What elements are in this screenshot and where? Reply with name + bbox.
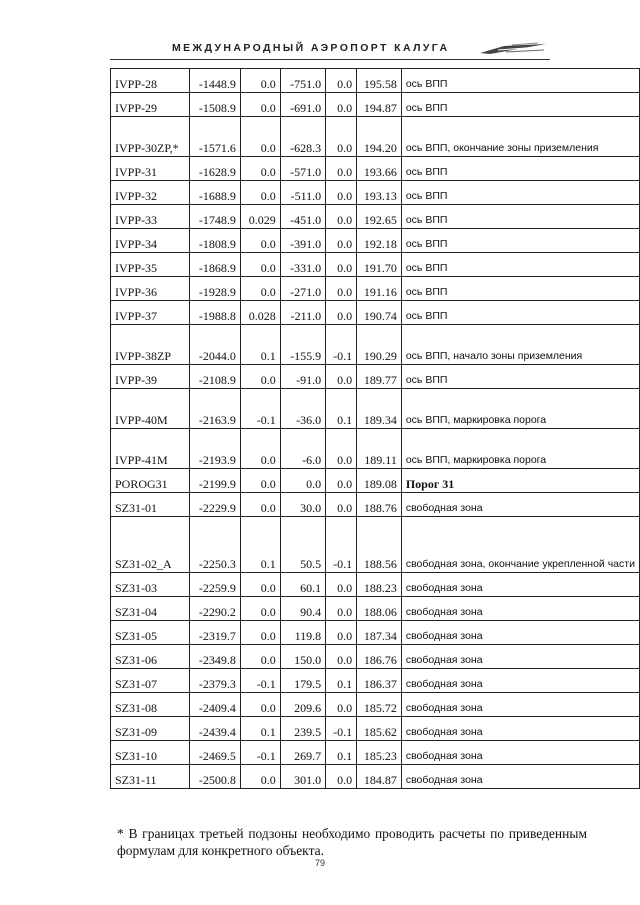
cell-x: -2290.2 bbox=[190, 597, 241, 621]
cell-elevation: 193.66 bbox=[357, 157, 402, 181]
cell-x: -2349.8 bbox=[190, 645, 241, 669]
cell-elevation: 188.76 bbox=[357, 493, 402, 517]
table-row bbox=[111, 69, 640, 93]
cell-h: 269.7 bbox=[280, 741, 325, 765]
cell-elevation: 184.87 bbox=[357, 765, 402, 789]
cell-d: 0.0 bbox=[326, 93, 357, 117]
table-row bbox=[111, 765, 640, 789]
cell-y: 0.0 bbox=[240, 157, 280, 181]
cell-point-id: IVPP-31 bbox=[111, 157, 190, 181]
cell-h: -751.0 bbox=[280, 69, 325, 93]
cell-d: 0.0 bbox=[326, 493, 357, 517]
cell-point-id: IVPP-39 bbox=[111, 365, 190, 389]
cell-d: 0.0 bbox=[326, 597, 357, 621]
cell-y: 0.0 bbox=[240, 573, 280, 597]
cell-x: -2163.9 bbox=[190, 389, 241, 429]
cell-x: -1508.9 bbox=[190, 93, 241, 117]
cell-point-id: SZ31-01 bbox=[111, 493, 190, 517]
table-row bbox=[111, 93, 640, 117]
cell-h: 301.0 bbox=[280, 765, 325, 789]
cell-x: -2319.7 bbox=[190, 621, 241, 645]
cell-description: Порог 31 bbox=[401, 469, 639, 493]
cell-d: 0.0 bbox=[326, 69, 357, 93]
cell-y: -0.1 bbox=[240, 669, 280, 693]
cell-point-id: IVPP-37 bbox=[111, 301, 190, 325]
cell-elevation: 191.70 bbox=[357, 253, 402, 277]
cell-description: ось ВПП bbox=[401, 301, 639, 325]
table-row bbox=[111, 389, 640, 429]
cell-d: 0.0 bbox=[326, 181, 357, 205]
cell-d: 0.0 bbox=[326, 573, 357, 597]
cell-h: 60.1 bbox=[280, 573, 325, 597]
cell-h: -211.0 bbox=[280, 301, 325, 325]
cell-point-id: IVPP-41M bbox=[111, 429, 190, 469]
footnote: * В границах третьей подзоны необходимо проводить расчеты по приведенным формулам для конкретного объекта. bbox=[117, 826, 587, 858]
cell-elevation: 185.62 bbox=[357, 717, 402, 741]
cell-y: 0.029 bbox=[240, 205, 280, 229]
cell-y: -0.1 bbox=[240, 389, 280, 429]
cell-description: ось ВПП bbox=[401, 253, 639, 277]
cell-y: 0.0 bbox=[240, 493, 280, 517]
cell-x: -2044.0 bbox=[190, 325, 241, 365]
cell-d: -0.1 bbox=[326, 325, 357, 365]
cell-elevation: 185.23 bbox=[357, 741, 402, 765]
cell-h: 119.8 bbox=[280, 621, 325, 645]
cell-y: 0.0 bbox=[240, 765, 280, 789]
cell-y: 0.0 bbox=[240, 429, 280, 469]
cell-description: свободная зона bbox=[401, 669, 639, 693]
cell-description: ось ВПП, маркировка порога bbox=[401, 429, 639, 469]
cell-point-id: IVPP-30ZP,* bbox=[111, 117, 190, 157]
cell-x: -1808.9 bbox=[190, 229, 241, 253]
page-number: 79 bbox=[314, 858, 325, 868]
cell-d: 0.0 bbox=[326, 157, 357, 181]
cell-y: 0.1 bbox=[240, 325, 280, 365]
cell-point-id: SZ31-03 bbox=[111, 573, 190, 597]
cell-description: свободная зона bbox=[401, 621, 639, 645]
cell-h: 90.4 bbox=[280, 597, 325, 621]
cell-h: -628.3 bbox=[280, 117, 325, 157]
cell-x: -1571.6 bbox=[190, 117, 241, 157]
cell-point-id: SZ31-10 bbox=[111, 741, 190, 765]
cell-description: ось ВПП bbox=[401, 157, 639, 181]
cell-d: 0.0 bbox=[326, 765, 357, 789]
cell-d: -0.1 bbox=[326, 717, 357, 741]
cell-x: -2409.4 bbox=[190, 693, 241, 717]
cell-description: свободная зона bbox=[401, 717, 639, 741]
cell-d: 0.0 bbox=[326, 469, 357, 493]
cell-description: ось ВПП bbox=[401, 277, 639, 301]
cell-h: -155.9 bbox=[280, 325, 325, 365]
cell-h: -331.0 bbox=[280, 253, 325, 277]
cell-elevation: 194.20 bbox=[357, 117, 402, 157]
table-row bbox=[111, 277, 640, 301]
cell-point-id: IVPP-34 bbox=[111, 229, 190, 253]
header-title: МЕЖДУНАРОДНЫЙ АЭРОПОРТ КАЛУГА bbox=[172, 42, 450, 54]
cell-d: 0.0 bbox=[326, 365, 357, 389]
cell-y: 0.0 bbox=[240, 93, 280, 117]
table-row bbox=[111, 301, 640, 325]
cell-d: 0.0 bbox=[326, 117, 357, 157]
table-row bbox=[111, 717, 640, 741]
cell-x: -1628.9 bbox=[190, 157, 241, 181]
table-row bbox=[111, 597, 640, 621]
cell-d: 0.0 bbox=[326, 277, 357, 301]
cell-point-id: IVPP-36 bbox=[111, 277, 190, 301]
cell-point-id: SZ31-08 bbox=[111, 693, 190, 717]
cell-description: ось ВПП, маркировка порога bbox=[401, 389, 639, 429]
airline-wing-logo-icon bbox=[478, 41, 548, 57]
cell-y: 0.0 bbox=[240, 117, 280, 157]
table-row bbox=[111, 669, 640, 693]
cell-d: 0.0 bbox=[326, 645, 357, 669]
cell-description: свободная зона bbox=[401, 573, 639, 597]
page-header bbox=[110, 40, 550, 62]
table-row bbox=[111, 205, 640, 229]
cell-x: -1928.9 bbox=[190, 277, 241, 301]
cell-x: -1868.9 bbox=[190, 253, 241, 277]
table-row bbox=[111, 517, 640, 573]
table-row bbox=[111, 365, 640, 389]
cell-point-id: IVPP-28 bbox=[111, 69, 190, 93]
coordinates-table bbox=[110, 68, 640, 789]
cell-h: 50.5 bbox=[280, 517, 325, 573]
cell-x: -1448.9 bbox=[190, 69, 241, 93]
cell-description: свободная зона bbox=[401, 645, 639, 669]
cell-x: -1988.8 bbox=[190, 301, 241, 325]
cell-d: 0.1 bbox=[326, 389, 357, 429]
cell-y: 0.028 bbox=[240, 301, 280, 325]
cell-h: 209.6 bbox=[280, 693, 325, 717]
cell-y: 0.1 bbox=[240, 517, 280, 573]
table-row bbox=[111, 229, 640, 253]
cell-y: 0.0 bbox=[240, 277, 280, 301]
cell-description: ось ВПП bbox=[401, 93, 639, 117]
cell-y: -0.1 bbox=[240, 741, 280, 765]
cell-h: -511.0 bbox=[280, 181, 325, 205]
cell-h: -451.0 bbox=[280, 205, 325, 229]
cell-h: -6.0 bbox=[280, 429, 325, 469]
cell-description: свободная зона bbox=[401, 741, 639, 765]
table-row bbox=[111, 645, 640, 669]
table-row bbox=[111, 253, 640, 277]
cell-d: 0.0 bbox=[326, 429, 357, 469]
cell-description: ось ВПП bbox=[401, 229, 639, 253]
table-row bbox=[111, 469, 640, 493]
cell-d: 0.1 bbox=[326, 741, 357, 765]
cell-description: ось ВПП bbox=[401, 205, 639, 229]
cell-x: -1748.9 bbox=[190, 205, 241, 229]
cell-y: 0.0 bbox=[240, 69, 280, 93]
cell-point-id: SZ31-02_A bbox=[111, 517, 190, 573]
table-row bbox=[111, 325, 640, 365]
cell-elevation: 192.18 bbox=[357, 229, 402, 253]
cell-y: 0.0 bbox=[240, 621, 280, 645]
cell-elevation: 195.58 bbox=[357, 69, 402, 93]
cell-point-id: SZ31-09 bbox=[111, 717, 190, 741]
cell-x: -2193.9 bbox=[190, 429, 241, 469]
table-row bbox=[111, 117, 640, 157]
cell-elevation: 189.34 bbox=[357, 389, 402, 429]
cell-description: ось ВПП, окончание зоны приземления bbox=[401, 117, 639, 157]
cell-point-id: IVPP-38ZP bbox=[111, 325, 190, 365]
cell-x: -2250.3 bbox=[190, 517, 241, 573]
cell-elevation: 188.06 bbox=[357, 597, 402, 621]
cell-point-id: IVPP-35 bbox=[111, 253, 190, 277]
cell-point-id: IVPP-40M bbox=[111, 389, 190, 429]
table-row bbox=[111, 621, 640, 645]
cell-elevation: 190.74 bbox=[357, 301, 402, 325]
cell-y: 0.0 bbox=[240, 645, 280, 669]
cell-description: свободная зона, окончание укрепленной части bbox=[401, 517, 639, 573]
cell-elevation: 188.56 bbox=[357, 517, 402, 573]
cell-description: свободная зона bbox=[401, 693, 639, 717]
cell-y: 0.0 bbox=[240, 229, 280, 253]
cell-elevation: 191.16 bbox=[357, 277, 402, 301]
cell-x: -2439.4 bbox=[190, 717, 241, 741]
table-row bbox=[111, 493, 640, 517]
cell-h: -91.0 bbox=[280, 365, 325, 389]
cell-y: 0.0 bbox=[240, 469, 280, 493]
cell-d: 0.1 bbox=[326, 669, 357, 693]
table-row bbox=[111, 157, 640, 181]
cell-point-id: SZ31-06 bbox=[111, 645, 190, 669]
cell-h: 30.0 bbox=[280, 493, 325, 517]
cell-x: -1688.9 bbox=[190, 181, 241, 205]
table-row bbox=[111, 741, 640, 765]
cell-y: 0.0 bbox=[240, 181, 280, 205]
cell-elevation: 194.87 bbox=[357, 93, 402, 117]
cell-d: 0.0 bbox=[326, 693, 357, 717]
table-row bbox=[111, 573, 640, 597]
cell-point-id: IVPP-32 bbox=[111, 181, 190, 205]
cell-description: свободная зона bbox=[401, 597, 639, 621]
cell-description: ось ВПП bbox=[401, 365, 639, 389]
cell-x: -2229.9 bbox=[190, 493, 241, 517]
cell-x: -2469.5 bbox=[190, 741, 241, 765]
cell-d: 0.0 bbox=[326, 301, 357, 325]
cell-x: -2259.9 bbox=[190, 573, 241, 597]
cell-y: 0.1 bbox=[240, 717, 280, 741]
cell-elevation: 186.76 bbox=[357, 645, 402, 669]
cell-point-id: SZ31-04 bbox=[111, 597, 190, 621]
cell-y: 0.0 bbox=[240, 253, 280, 277]
cell-point-id: SZ31-05 bbox=[111, 621, 190, 645]
cell-d: 0.0 bbox=[326, 205, 357, 229]
cell-description: свободная зона bbox=[401, 765, 639, 789]
cell-h: 0.0 bbox=[280, 469, 325, 493]
cell-h: -691.0 bbox=[280, 93, 325, 117]
cell-h: -36.0 bbox=[280, 389, 325, 429]
cell-x: -2500.8 bbox=[190, 765, 241, 789]
cell-h: 179.5 bbox=[280, 669, 325, 693]
cell-x: -2108.9 bbox=[190, 365, 241, 389]
cell-elevation: 186.37 bbox=[357, 669, 402, 693]
cell-description: ось ВПП bbox=[401, 181, 639, 205]
table-row bbox=[111, 693, 640, 717]
cell-d: 0.0 bbox=[326, 229, 357, 253]
cell-elevation: 185.72 bbox=[357, 693, 402, 717]
cell-h: -571.0 bbox=[280, 157, 325, 181]
cell-y: 0.0 bbox=[240, 693, 280, 717]
cell-description: ось ВПП, начало зоны приземления bbox=[401, 325, 639, 365]
cell-elevation: 190.29 bbox=[357, 325, 402, 365]
table-row bbox=[111, 181, 640, 205]
cell-y: 0.0 bbox=[240, 597, 280, 621]
cell-x: -2379.3 bbox=[190, 669, 241, 693]
cell-d: 0.0 bbox=[326, 253, 357, 277]
cell-h: -271.0 bbox=[280, 277, 325, 301]
cell-elevation: 187.34 bbox=[357, 621, 402, 645]
cell-point-id: SZ31-11 bbox=[111, 765, 190, 789]
table-row bbox=[111, 429, 640, 469]
cell-point-id: IVPP-33 bbox=[111, 205, 190, 229]
cell-h: 239.5 bbox=[280, 717, 325, 741]
cell-y: 0.0 bbox=[240, 365, 280, 389]
header-divider bbox=[110, 59, 550, 60]
cell-x: -2199.9 bbox=[190, 469, 241, 493]
cell-description: ось ВПП bbox=[401, 69, 639, 93]
cell-elevation: 189.77 bbox=[357, 365, 402, 389]
cell-h: 150.0 bbox=[280, 645, 325, 669]
cell-elevation: 193.13 bbox=[357, 181, 402, 205]
cell-elevation: 189.11 bbox=[357, 429, 402, 469]
cell-d: -0.1 bbox=[326, 517, 357, 573]
cell-elevation: 189.08 bbox=[357, 469, 402, 493]
cell-h: -391.0 bbox=[280, 229, 325, 253]
cell-point-id: IVPP-29 bbox=[111, 93, 190, 117]
cell-description: свободная зона bbox=[401, 493, 639, 517]
cell-point-id: SZ31-07 bbox=[111, 669, 190, 693]
cell-elevation: 192.65 bbox=[357, 205, 402, 229]
cell-point-id: POROG31 bbox=[111, 469, 190, 493]
cell-d: 0.0 bbox=[326, 621, 357, 645]
cell-elevation: 188.23 bbox=[357, 573, 402, 597]
